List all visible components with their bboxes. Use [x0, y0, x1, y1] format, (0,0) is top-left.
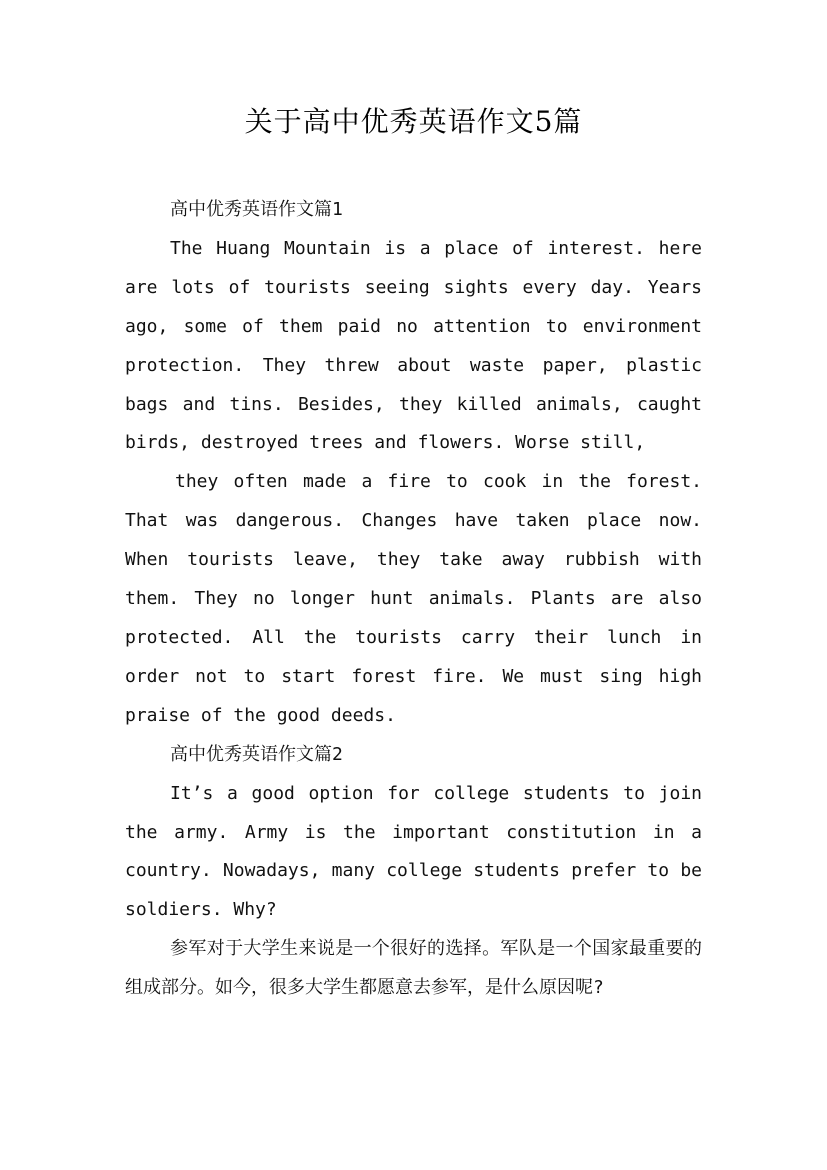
section-1-paragraph-1: The Huang Mountain is a place of interest. here are lots of tourists seeing sights every day. Years ago, some of them paid no attention to environment protection. They threw about waste paper, plastic bags and tins. Besides, they killed animals, caught birds, destroyed trees and flowers. Worse still,: [125, 237, 702, 454]
section-1-paragraph-2: they often made a fire to cook in the forest. That was dangerous. Changes have taken place now. When tourists leave, they take away rubbish with them. They no longer hunt animals. Plants are also protected. All the tourists carry their lunch in order not to start forest fire. We must sing high praise of the good deeds.: [125, 471, 702, 726]
section-2-paragraph-2: 参军对于大学生来说是一个很好的选择。军队是一个国家最重要的组成部分。如今，很多大学生都愿意去参军，是什么原因呢?: [125, 938, 702, 999]
section-heading-1: 高中优秀英语作文篇1: [170, 199, 343, 220]
section-2-paragraph-1: It’s a good option for college students to join the army. Army is the important constitution in a country. Nowadays, many college students prefer to be soldiers. Why?: [125, 782, 702, 921]
document-body: [125, 191, 702, 1008]
section-heading-2: 高中优秀英语作文篇2: [170, 743, 343, 765]
document-title: 关于高中优秀英语作文5篇: [244, 105, 583, 138]
